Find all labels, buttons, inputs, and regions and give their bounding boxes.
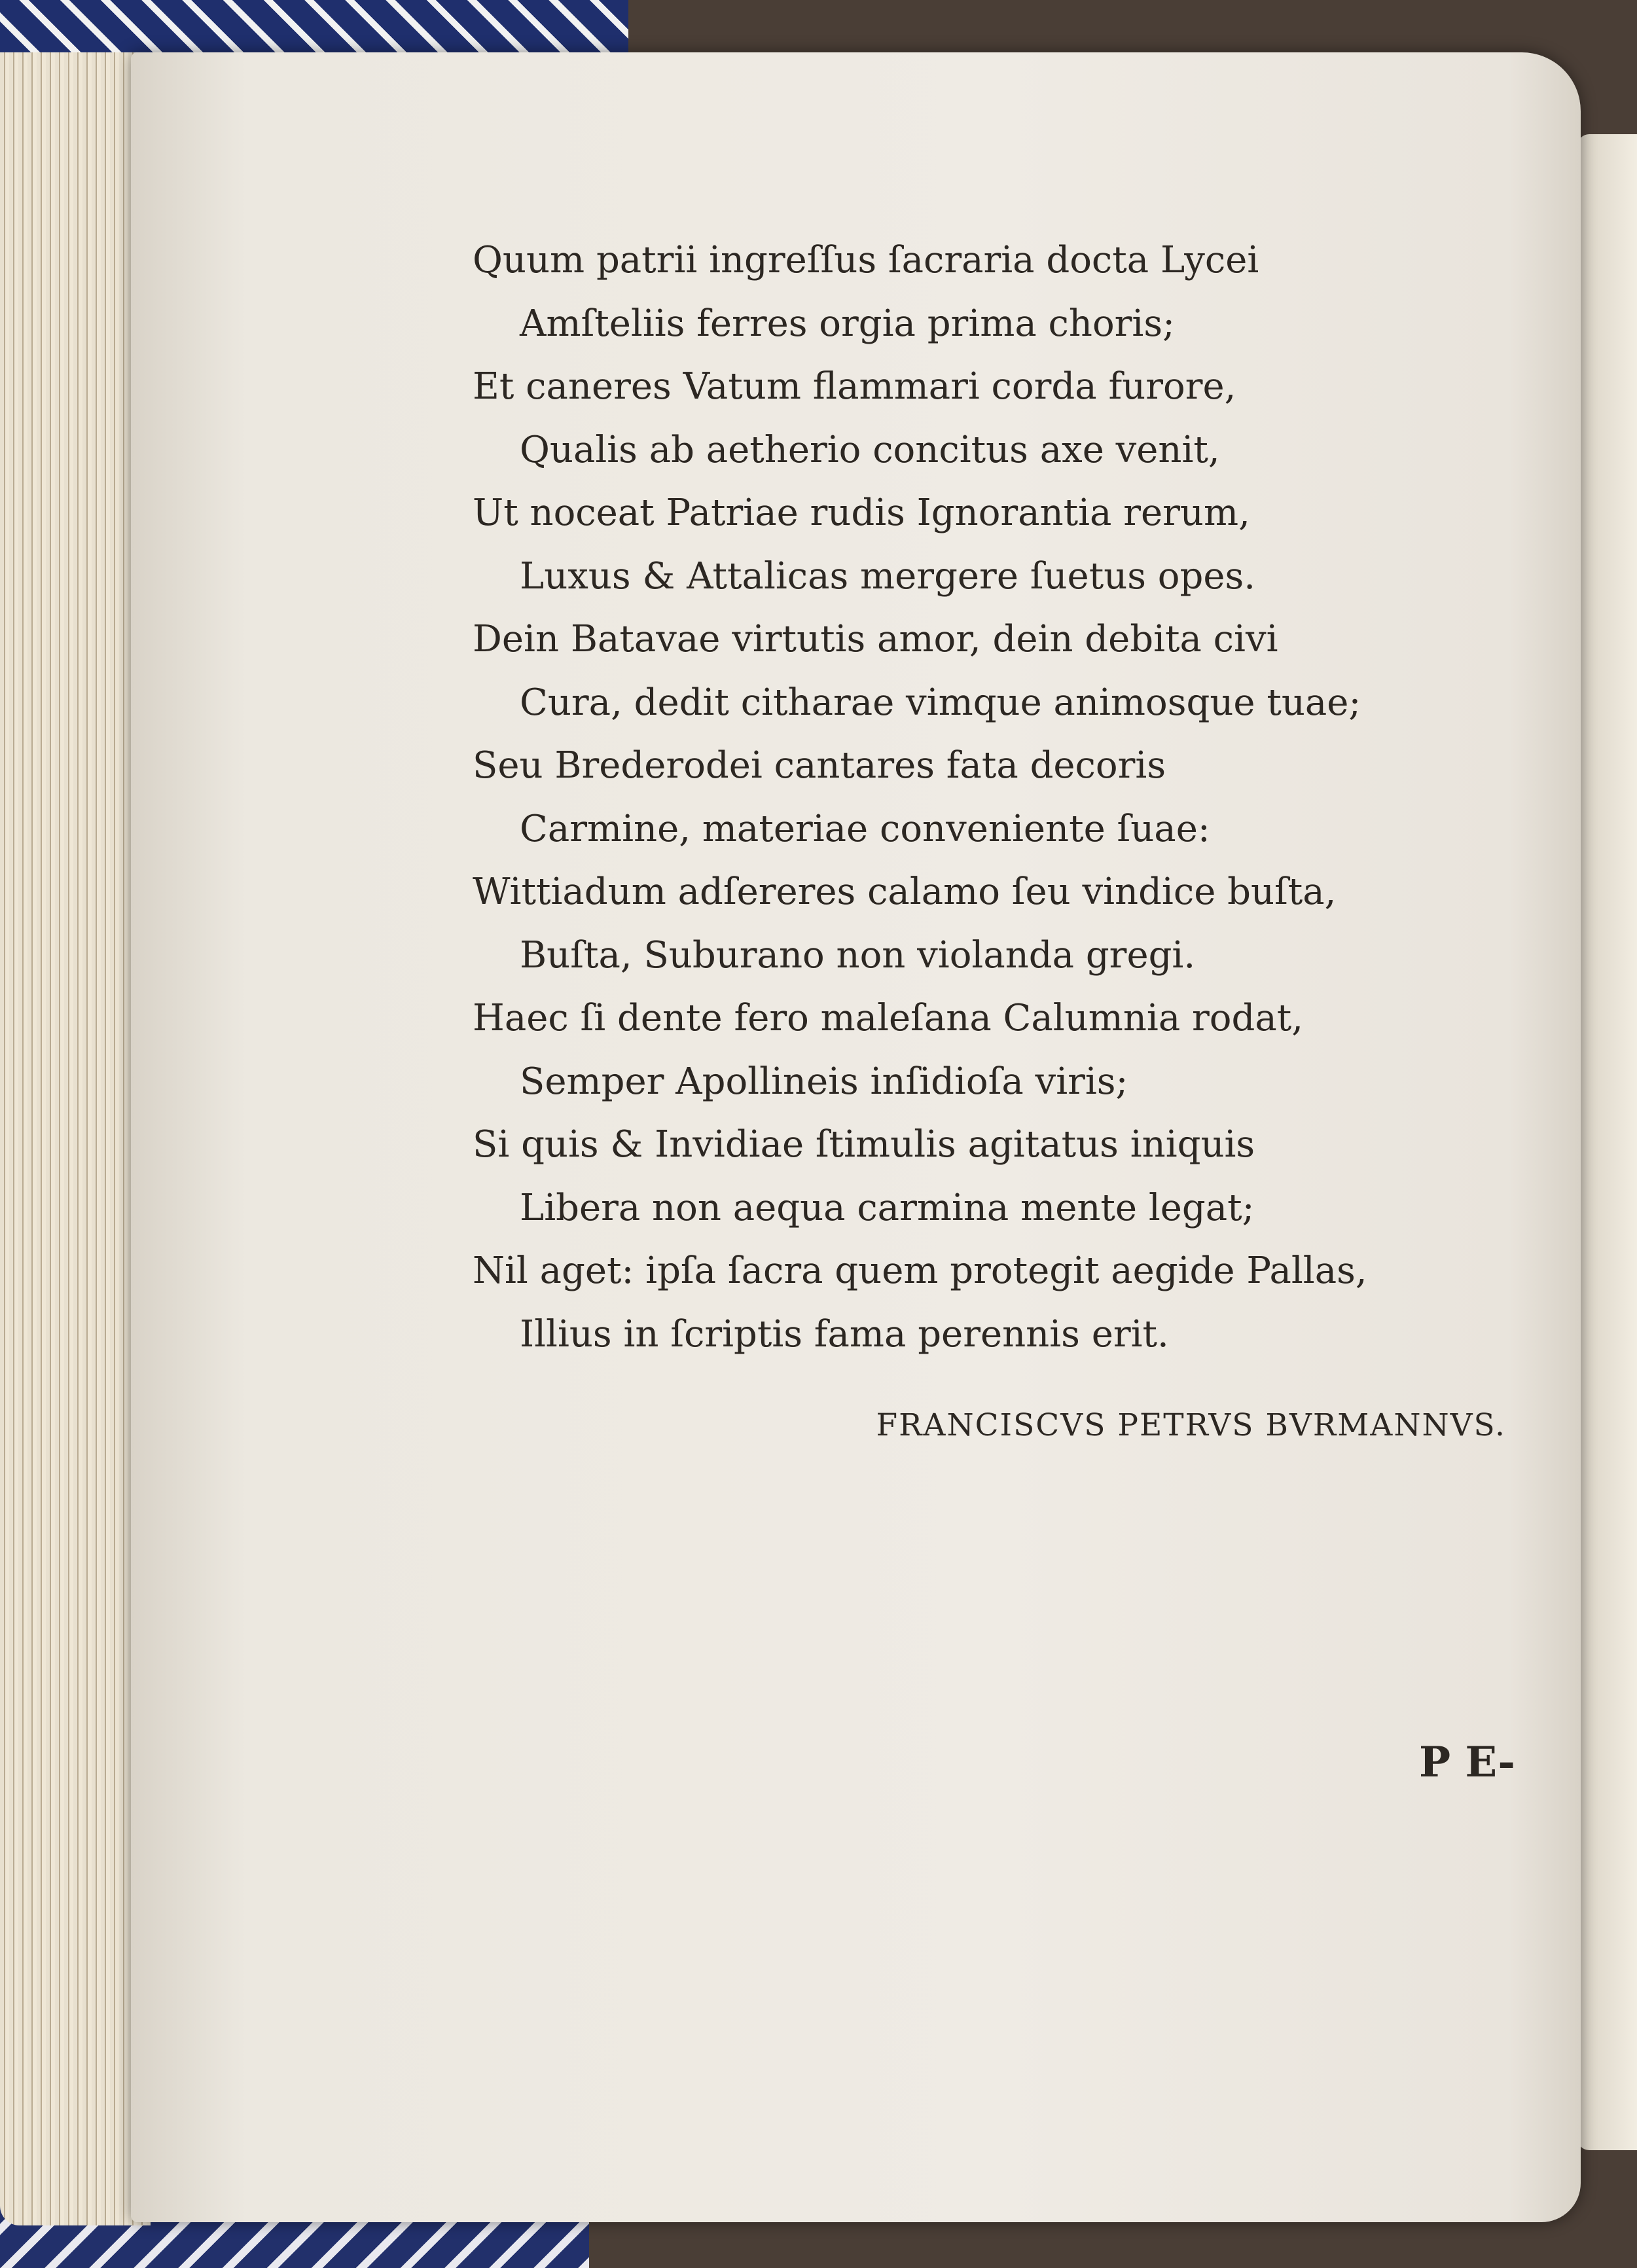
poem-line: Buſta, Suburano non violanda gregi. bbox=[520, 933, 1196, 977]
poem-line: Dein Batavae virtutis amor, dein debita civi bbox=[473, 618, 1278, 660]
poem-line: Amſteliis ferres orgia prima choris; bbox=[520, 302, 1175, 345]
book-page-stack bbox=[0, 52, 151, 2225]
underlying-page-edge bbox=[1577, 134, 1637, 2150]
catchword: P E- bbox=[1419, 1738, 1515, 1787]
poem-line: Luxus & Attalicas mergere ſuetus opes. bbox=[520, 554, 1256, 598]
poem-line: Haec ſi dente fero maleſana Calumnia rodat, bbox=[473, 997, 1304, 1039]
poem-line: Carmine, materiae conveniente ſuae: bbox=[520, 807, 1210, 850]
poem-line: Quum patrii ingreſſus ſacraria docta Lycei bbox=[473, 239, 1259, 281]
poem bbox=[473, 229, 1454, 1366]
poem-line: Seu Brederodei cantares fata decoris bbox=[473, 744, 1166, 787]
poem-line: Semper Apollineis inſidioſa viris; bbox=[520, 1060, 1128, 1103]
poem-line: Ut noceat Patriae rudis Ignorantia rerum, bbox=[473, 492, 1250, 534]
poem-line: Et caneres Vatum flammari corda furore, bbox=[473, 365, 1236, 408]
poem-line: Libera non aequa carmina mente legat; bbox=[520, 1186, 1255, 1229]
poem-line: Si quis & Invidiae ſtimulis agitatus iniquis bbox=[473, 1123, 1255, 1166]
poem-line: Qualis ab aetherio concitus axe venit, bbox=[520, 428, 1220, 471]
poem-line: Cura, dedit citharae vimque animosque tuae; bbox=[520, 681, 1361, 724]
poem-line: Nil aget: ipſa ſacra quem protegit aegide Pallas, bbox=[473, 1250, 1367, 1292]
author-signature: FRANCISCVS PETRVS BVRMANNVS. bbox=[876, 1407, 1506, 1443]
poem-line: Illius in ſcriptis fama perennis erit. bbox=[520, 1312, 1169, 1356]
poem-line: Wittiadum adſereres calamo ſeu vindice buſta, bbox=[473, 871, 1337, 913]
